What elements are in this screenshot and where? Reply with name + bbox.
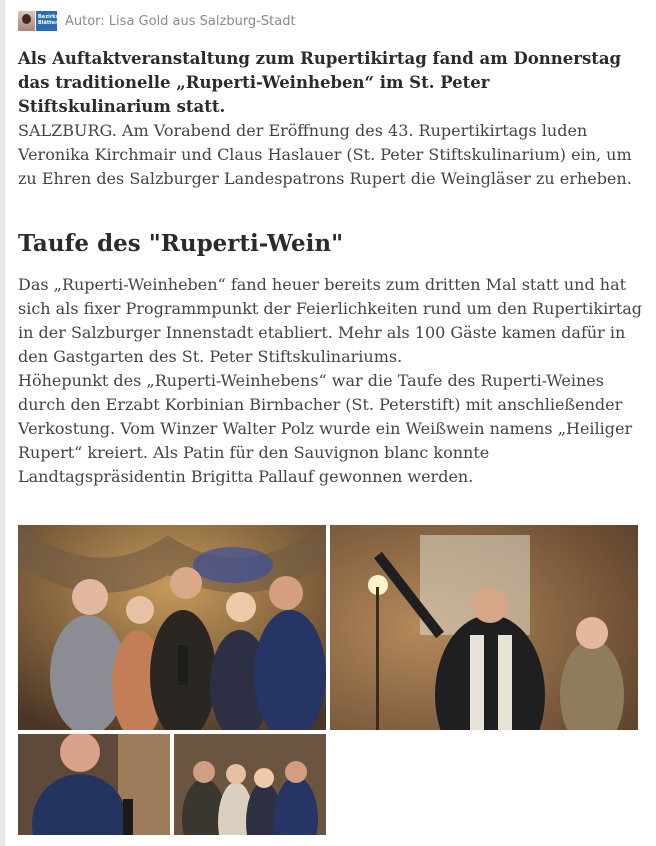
article-body bbox=[18, 273, 643, 489]
paragraph-2: Höhepunkt des „Ruperti-Weinhebens“ war die Taufe des Ruperti-Weines durch den Erzabt Korbinian Birnbacher (St. Peterstift) mit anschließender Verkostung. Vom Winzer Walter Polz wurde ein Weißwein namens „Heiliger Rupert“ kreiert. Als Patin für den Sauvignon blanc konnte Landtagspräsidentin Brigitta Pallauf gewonnen werden. bbox=[18, 371, 633, 486]
article-intro: SALZBURG. Am Vorabend der Eröffnung des 43. Rupertikirtags luden Veronika Kirchmair und Claus Haslauer (St. Peter Stiftskulinarium) ein, um zu Ehren des Salzburger Landespatrons Rupert die Weingläser zu erheben. bbox=[18, 121, 632, 188]
article-lead: Als Auftaktveranstaltung zum Rupertikirtag fand am Donnerstag das traditionelle „Ruperti-Weinheben“ im St. Peter Stiftskulinarium statt. bbox=[18, 49, 622, 116]
paragraph-1: Das „Ruperti-Weinheben“ fand heuer bereits zum dritten Mal statt und hat sich als fixer Programmpunkt der Feierlichkeiten rund um den Rupertikirtag in der Salzburger Innenstadt etabliert. Mehr als 100 Gäste kamen dafür in den Gastgarten des St. Peter Stiftskulinariums. bbox=[18, 275, 643, 366]
gallery-photo-guests[interactable] bbox=[174, 734, 326, 835]
author-bar bbox=[18, 10, 296, 32]
gallery-photo-host[interactable] bbox=[18, 734, 170, 835]
gallery-photo-group[interactable] bbox=[18, 525, 326, 730]
gallery-photo-abbot[interactable] bbox=[330, 525, 638, 730]
left-border bbox=[0, 0, 5, 846]
author-label[interactable]: Autor: Lisa Gold aus Salzburg-Stadt bbox=[65, 13, 296, 29]
brand-logo[interactable]: Bezirks Blätter bbox=[36, 11, 57, 31]
author-avatar[interactable] bbox=[18, 11, 35, 31]
article-subheading: Taufe des "Ruperti-Wein" bbox=[18, 230, 344, 257]
